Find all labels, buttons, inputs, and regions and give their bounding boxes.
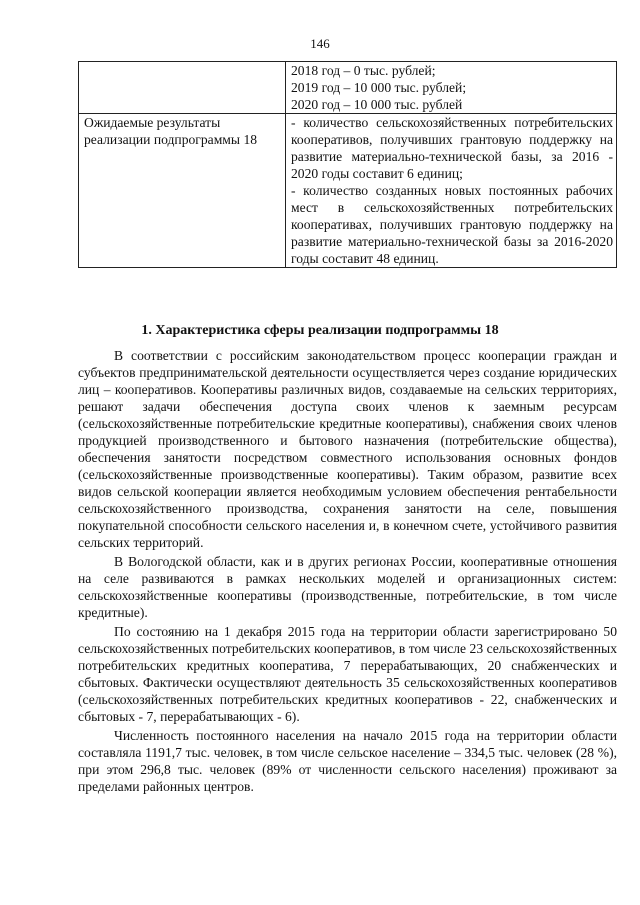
paragraph: В соответствии с российским законодательством процесс кооперации граждан и субъектов предпринимательской деятельности осуществляется через создание юридических лиц – кооперативов. Кооперативы различных видов, создаваемые на сельских территориях, решают задачи обеспечения доступа своих членов к заемным ресурсам (сельскохозяйственные потребительские кредитные кооперативы), снабжения своих членов продукцией производственного и бытового назначения (потребительские общества), обеспечения занятости посредством совместного использования основных фондов (сельскохозяйственные производственные кооперативы). Таким образом, развитие всех видов сельской кооперации является необходимым условием обеспечения рентабельности сельскохозяйственного производства, сохранения занятости на селе, повышения покупательной способности сельского населения и, в конечном счете, устойчивого развития сельских территорий. (78, 348, 617, 550)
section-body (78, 347, 617, 797)
expected-result-item-1: - количество сельскохозяйственных потребительских кооперативов, получивших грантовую поддержку на развитие материально-технической базы, за 2016 - 2020 годы составит 6 единиц; (291, 115, 613, 181)
section-title: 1. Характеристика сферы реализации подпрограммы 18 (141, 323, 499, 338)
paragraph: В Вологодской области, как и в других регионах России, кооперативные отношения на селе развиваются в рамках нескольких моделей и организационных систем: сельскохозяйственные кооперативы (производственные, потребительские, в том числе кредитные). (78, 554, 617, 620)
funding-line-2020: 2020 год – 10 000 тыс. рублей (291, 97, 463, 112)
program-info-table (78, 61, 617, 268)
label-line-1: Ожидаемые результаты (84, 115, 221, 130)
label-line-2: реализации подпрограммы 18 (84, 132, 258, 147)
table-cell-label (79, 62, 286, 114)
table-cell-funding (286, 62, 617, 114)
page-number: 146 (310, 36, 330, 51)
table-cell-results (286, 114, 617, 268)
funding-line-2019: 2019 год – 10 000 тыс. рублей; (291, 80, 467, 95)
table-cell-label (79, 114, 286, 268)
paragraph: По состоянию на 1 декабря 2015 года на территории области зарегистрировано 50 сельскохозяйственных потребительских кооперативов, в том числе 23 сельскохозяйственных потребительских кредитных кооператива, 7 перерабатывающих, 20 снабженческих и сбытовых. Фактически осуществляют деятельность 35 сельскохозяйственных кооперативов (сельскохозяйственных потребительских кредитных кооперативов - 22, снабженческих и сбытовых - 7, перерабатывающих - 6). (78, 624, 617, 724)
table-row (79, 62, 617, 114)
funding-line-2018: 2018 год – 0 тыс. рублей; (291, 63, 436, 78)
table-row (79, 114, 617, 268)
expected-result-item-2: - количество созданных новых постоянных рабочих мест в сельскохозяйственных потребительских кооперативах, получивших грантовую поддержку на развитие материально-технической базы за 2016-2020 годы составит 48 единиц. (291, 183, 613, 266)
paragraph: Численность постоянного населения на начало 2015 года на территории области составляла 1191,7 тыс. человек, в том числе сельское население – 334,5 тыс. человек (28 %), при этом 296,8 тыс. человек (89% от численности сельского населения) проживают за пределами районных центров. (78, 728, 617, 794)
